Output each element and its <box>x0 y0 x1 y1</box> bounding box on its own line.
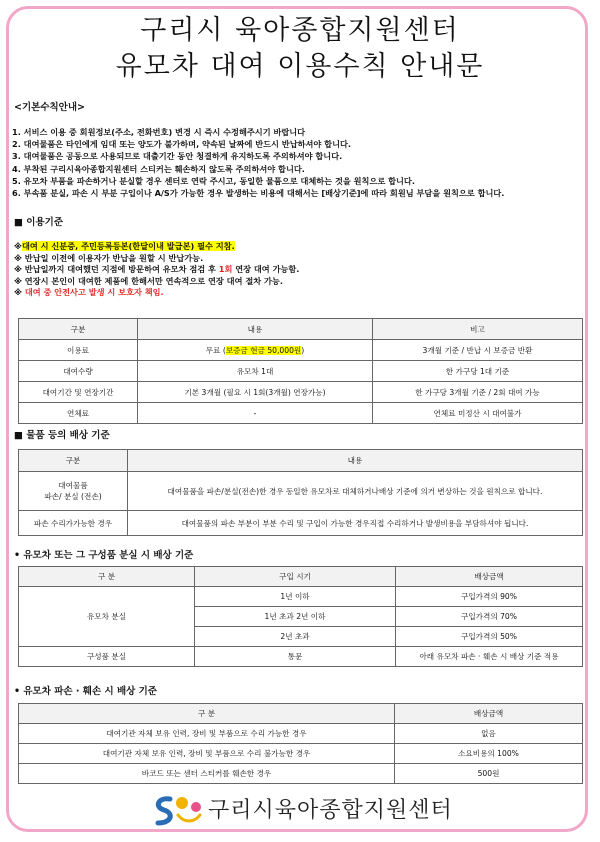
table-cell: 연체료 <box>19 403 138 424</box>
table-row <box>19 403 583 424</box>
table-cell: 무료 (보증금 현금 50,000원) <box>138 340 373 361</box>
table-header: 배상금액 <box>396 567 583 587</box>
table-row <box>19 340 583 361</box>
table-header: 구 분 <box>19 567 195 587</box>
usage-rule: ※ 반납일 이전에 이용자가 반납을 원할 시 반납가능. <box>14 252 204 263</box>
table-cell: 통문 <box>195 647 396 667</box>
table-header-row <box>19 704 583 724</box>
loss-header: • 유모차 또는 그 구성품 분실 시 배상 기준 <box>14 550 194 561</box>
table-cell: 기본 3개월 (필요 시 1회(3개월) 연장가능) <box>138 382 373 403</box>
table-cell: 1년 초과 2년 이하 <box>195 607 396 627</box>
basic-rule: 5. 유모차 부품을 파손하거나 분실할 경우 센터로 연락 주시고, 동일한 물품으로 대체하는 것을 원칙으로 합니다. <box>12 175 415 186</box>
warning-text: 대여 중 안전사고 발생 시 보호자 책임. <box>24 287 164 298</box>
loss-table <box>18 566 583 667</box>
table-row <box>19 382 583 403</box>
table-row <box>19 764 583 784</box>
usage-header: ■ 이용기준 <box>14 217 63 228</box>
center-logo-icon <box>150 793 206 829</box>
table-cell: 구입가격의 90% <box>396 587 583 607</box>
table-cell: 유모차 1대 <box>138 361 373 382</box>
highlight-text: 보증금 현금 50,000원 <box>225 345 302 355</box>
table-cell: 구성품 분실 <box>19 647 195 667</box>
damage-table <box>18 703 583 784</box>
table-row <box>19 587 583 607</box>
basic-rule: 3. 대여물품은 공동으로 사용되므로 대출기간 동안 청결하게 유지하도록 주의하셔야 합니다. <box>12 151 343 162</box>
table-row <box>19 647 583 667</box>
table-header: 구입 시기 <box>195 567 396 587</box>
table-cell: 대여기관 자체 보유 인력, 장비 및 부품으로 수리 불가능한 경우 <box>19 744 395 764</box>
table-header: 내용 <box>128 450 583 472</box>
table-cell: 한 가구당 1대 기준 <box>373 361 583 382</box>
basic-rule: 6. 부속품 분실, 파손 시 부분 구입이나 A/S가 가능한 경우 발생하는 비용에 대해서는 [배상기준]에 따라 회원님 부담을 원칙으로 합니다. <box>12 188 505 199</box>
basic-rules-list <box>12 126 592 199</box>
table-row <box>19 724 583 744</box>
table-cell: 구입가격의 70% <box>396 607 583 627</box>
table-cell: 대여기간 및 연장기간 <box>19 382 138 403</box>
table-cell: 1년 이하 <box>195 587 396 607</box>
table-cell: 파손 수리가가능한 경우 <box>19 511 128 536</box>
table-cell: 대여물품 파손/ 분실 (전손) <box>19 472 128 511</box>
table-header: 구 분 <box>19 704 395 724</box>
usage-rule: ※대여 시 신분증, 주민등록등본(한달이내 발급본) 필수 지참. <box>14 241 235 251</box>
usage-table <box>18 318 583 424</box>
table-row <box>19 472 583 511</box>
table-cell: 한 가구당 3개월 기준 / 2회 대여 가능 <box>373 382 583 403</box>
table-cell: 소요비용의 100% <box>395 744 583 764</box>
highlight-text: 대여 시 신분증, 주민등록등본(한달이내 발급본) 필수 지참. <box>21 241 235 251</box>
compensation-header: ■ 물품 등의 배상 기준 <box>14 430 110 441</box>
page-title: 구리시 육아종합지원센터 <box>140 15 460 46</box>
usage-rules <box>14 241 584 299</box>
table-header-row <box>19 450 583 472</box>
table-header: 내용 <box>138 319 373 340</box>
table-cell: 대여기관 자체 보유 인력, 장비 및 부품으로 수리 가능한 경우 <box>19 724 395 744</box>
table-row <box>19 361 583 382</box>
table-cell: 유모차 분실 <box>19 587 195 647</box>
table-cell: 대여수량 <box>19 361 138 382</box>
table-row <box>19 511 583 536</box>
table-cell: 없음 <box>395 724 583 744</box>
table-header: 구분 <box>19 450 128 472</box>
table-header: 비고 <box>373 319 583 340</box>
table-cell: 바코드 또는 센터 스티커를 훼손한 경우 <box>19 764 395 784</box>
table-cell: 3개월 기준 / 반납 시 보증금 반환 <box>373 340 583 361</box>
table-cell: 이용료 <box>19 340 138 361</box>
basic-rule: 2. 대여물품은 타인에게 임대 또는 양도가 불가하며, 약속된 날짜에 반드시 반납하셔야 합니다. <box>12 139 352 150</box>
usage-rule: ※ 반납일까지 대여했던 지점에 방문하여 유모차 점검 후 1회 연장 대여 가능함. <box>14 264 300 275</box>
table-cell: 대여물품의 파손 부분이 부분 수리 및 구입이 가능한 경우직접 수리하거나 발생비용을 부담하셔야 됩니다. <box>128 511 583 536</box>
table-header-row <box>19 567 583 587</box>
table-cell: 아래 유모차 파손 · 훼손 시 배상 기준 적용 <box>396 647 583 667</box>
table-row <box>19 744 583 764</box>
damage-header: • 유모차 파손 · 훼손 시 배상 기준 <box>14 686 157 697</box>
page-subtitle: 유모차 대여 이용수칙 안내문 <box>115 51 485 82</box>
basic-rules-header: <기본수칙안내> <box>14 102 85 113</box>
center-logo-text: 구리시육아종합지원센터 <box>208 798 453 823</box>
basic-rule: 4. 부착된 구리시육아종합지원센터 스티커는 훼손하지 않도록 주의하셔야 합니다. <box>12 163 305 174</box>
compensation-table <box>18 449 583 536</box>
table-header: 배상금액 <box>395 704 583 724</box>
table-cell: 2년 초과 <box>195 627 396 647</box>
table-header: 구분 <box>19 319 138 340</box>
table-cell: 대여물품을 파손/분실(전손)한 경우 동일한 유모차로 대체하거나배상 기준에 의거 변상하는 것을 원칙으로 합니다. <box>128 472 583 511</box>
basic-rule: 1. 서비스 이용 중 회원정보(주소, 전화번호) 변경 시 즉시 수정해주시기 바랍니다 <box>12 127 306 137</box>
table-cell: - <box>138 403 373 424</box>
table-cell: 구입가격의 50% <box>396 627 583 647</box>
usage-rule: ※ 대여 중 안전사고 발생 시 보호자 책임. <box>14 287 164 298</box>
table-header-row <box>19 319 583 340</box>
usage-rule: ※ 연장시 본인이 대여한 제품에 한해서만 연속적으로 연장 대여 절차 가능. <box>14 275 283 286</box>
table-cell: 500원 <box>395 764 583 784</box>
table-cell: 연체료 미정산 시 대여불가 <box>373 403 583 424</box>
